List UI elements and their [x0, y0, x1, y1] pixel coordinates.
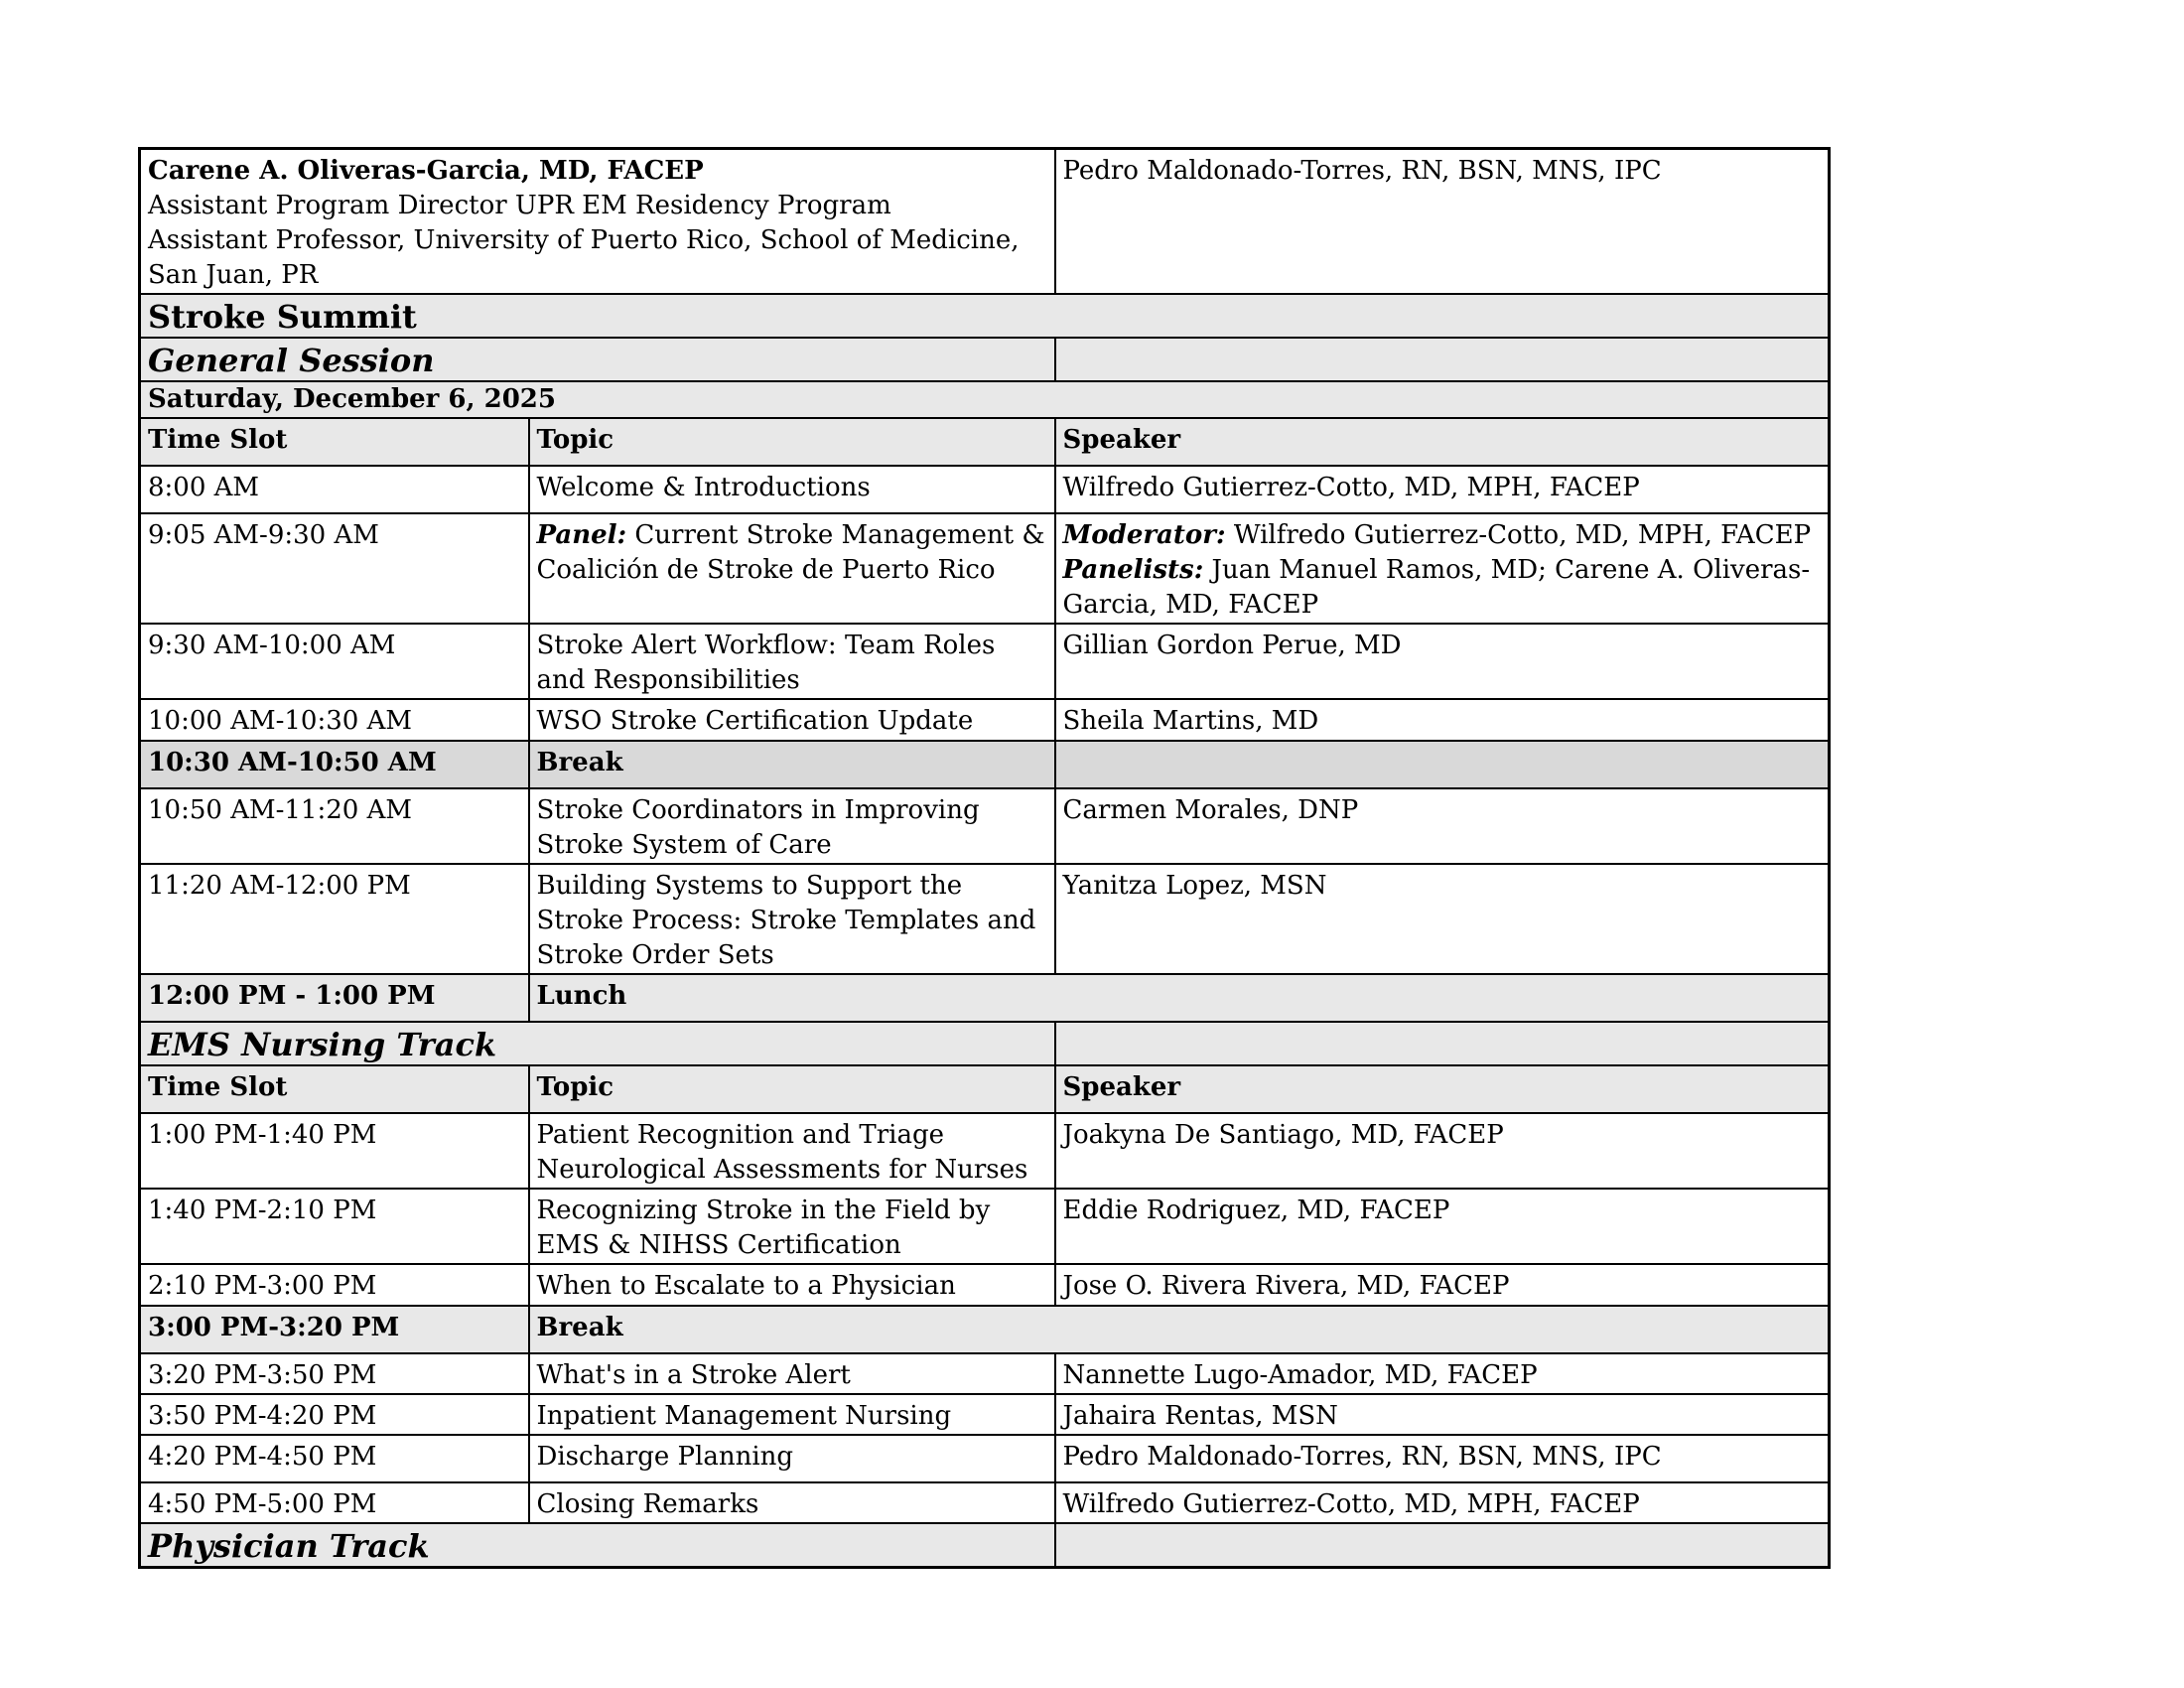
speaker: Yanitza Lopez, MSN — [1055, 864, 1830, 974]
moderator-name: Wilfredo Gutierrez-Cotto, MD, MPH, FACEP — [1225, 520, 1812, 550]
session-date: Saturday, December 6, 2025 — [140, 381, 1830, 418]
time-slot: 10:00 AM-10:30 AM — [140, 699, 529, 741]
general-session-heading: General Session — [140, 338, 1055, 381]
time-slot: 12:00 PM - 1:00 PM — [140, 974, 529, 1022]
speaker: Pedro Maldonado-Torres, RN, BSN, MNS, IPC — [1055, 1435, 1830, 1482]
speaker: Carmen Morales, DNP — [1055, 788, 1830, 864]
panelists-names: Juan Manuel Ramos, MD; Carene A. Oliveras-Garcia, MD, FACEP — [1062, 555, 1811, 620]
header-speaker: Speaker — [1055, 418, 1830, 466]
panel-topic: Current Stroke Management & Coalición de Stroke de Puerto Rico — [536, 520, 1045, 585]
table-row — [140, 1264, 1830, 1306]
time-slot: 3:20 PM-3:50 PM — [140, 1353, 529, 1394]
summit-heading-row — [140, 294, 1830, 338]
topic: Building Systems to Support the Stroke Process: Stroke Templates and Stroke Order Sets — [529, 864, 1055, 974]
topic: Break — [529, 741, 1055, 788]
header-time: Time Slot — [140, 418, 529, 466]
speaker-title: Assistant Program Director UPR EM Residency Program — [148, 191, 891, 220]
table-row — [140, 1189, 1830, 1264]
panel-label: Panel: — [536, 520, 627, 550]
empty-cell — [1055, 1022, 1830, 1065]
time-slot: 2:10 PM-3:00 PM — [140, 1264, 529, 1306]
topic: Patient Recognition and Triage Neurological Assessments for Nurses — [529, 1113, 1055, 1189]
top-speaker-row — [140, 149, 1830, 295]
empty-cell — [1055, 741, 1830, 788]
speaker-name: Carene A. Oliveras-Garcia, MD, FACEP — [148, 156, 704, 186]
break-row — [140, 741, 1830, 788]
header-topic: Topic — [529, 418, 1055, 466]
time-slot: 4:50 PM-5:00 PM — [140, 1482, 529, 1523]
topic: Inpatient Management Nursing — [529, 1394, 1055, 1435]
speaker: Jose O. Rivera Rivera, MD, FACEP — [1055, 1264, 1830, 1306]
topic: Recognizing Stroke in the Field by EMS & NIHSS Certification — [529, 1189, 1055, 1264]
general-session-row — [140, 338, 1830, 381]
summit-title: Stroke Summit — [140, 294, 1830, 338]
topic: Break — [529, 1306, 1830, 1353]
table-row — [140, 1482, 1830, 1523]
table-row — [140, 1353, 1830, 1394]
time-slot: 4:20 PM-4:50 PM — [140, 1435, 529, 1482]
speaker: Joakyna De Santiago, MD, FACEP — [1055, 1113, 1830, 1189]
time-slot: 9:05 AM-9:30 AM — [140, 513, 529, 624]
time-slot: 10:50 AM-11:20 AM — [140, 788, 529, 864]
time-slot: 9:30 AM-10:00 AM — [140, 624, 529, 699]
table-row — [140, 513, 1830, 624]
table-row — [140, 1113, 1830, 1189]
panelists-label: Panelists: — [1062, 555, 1204, 585]
topic — [529, 513, 1055, 624]
physician-track-row — [140, 1523, 1830, 1568]
table-row — [140, 788, 1830, 864]
time-slot: 1:40 PM-2:10 PM — [140, 1189, 529, 1264]
table-row — [140, 1435, 1830, 1482]
time-slot: 8:00 AM — [140, 466, 529, 513]
schedule-table — [138, 147, 1831, 1569]
speaker: Eddie Rodriguez, MD, FACEP — [1055, 1189, 1830, 1264]
table-row — [140, 466, 1830, 513]
lunch-row — [140, 974, 1830, 1022]
speaker-affiliation: Assistant Professor, University of Puerto Rico, School of Medicine, San Juan, PR — [148, 225, 1020, 290]
topic: Lunch — [529, 974, 1830, 1022]
topic: What's in a Stroke Alert — [529, 1353, 1055, 1394]
topic: Welcome & Introductions — [529, 466, 1055, 513]
physician-track-heading: Physician Track — [140, 1523, 1055, 1568]
topic: When to Escalate to a Physician — [529, 1264, 1055, 1306]
header-time: Time Slot — [140, 1065, 529, 1113]
speaker: Wilfredo Gutierrez-Cotto, MD, MPH, FACEP — [1055, 466, 1830, 513]
speaker: Sheila Martins, MD — [1055, 699, 1830, 741]
topic: Stroke Coordinators in Improving Stroke System of Care — [529, 788, 1055, 864]
ems-track-row — [140, 1022, 1830, 1065]
table-row — [140, 1394, 1830, 1435]
table-row — [140, 864, 1830, 974]
topic: WSO Stroke Certification Update — [529, 699, 1055, 741]
topic: Closing Remarks — [529, 1482, 1055, 1523]
empty-cell — [1055, 338, 1830, 381]
header-topic: Topic — [529, 1065, 1055, 1113]
table-header-row — [140, 418, 1830, 466]
header-speaker: Speaker — [1055, 1065, 1830, 1113]
moderator-label: Moderator: — [1062, 520, 1226, 550]
time-slot: 11:20 AM-12:00 PM — [140, 864, 529, 974]
date-row — [140, 381, 1830, 418]
speaker: Jahaira Rentas, MSN — [1055, 1394, 1830, 1435]
table-row — [140, 624, 1830, 699]
table-header-row — [140, 1065, 1830, 1113]
table-row — [140, 699, 1830, 741]
empty-cell — [1055, 1523, 1830, 1568]
top-right-speaker: Pedro Maldonado-Torres, RN, BSN, MNS, IPC — [1055, 149, 1830, 295]
time-slot: 1:00 PM-1:40 PM — [140, 1113, 529, 1189]
top-speaker-cell — [140, 149, 1055, 295]
time-slot: 3:00 PM-3:20 PM — [140, 1306, 529, 1353]
time-slot: 10:30 AM-10:50 AM — [140, 741, 529, 788]
time-slot: 3:50 PM-4:20 PM — [140, 1394, 529, 1435]
speaker — [1055, 513, 1830, 624]
break-row — [140, 1306, 1830, 1353]
topic: Stroke Alert Workflow: Team Roles and Responsibilities — [529, 624, 1055, 699]
speaker: Wilfredo Gutierrez-Cotto, MD, MPH, FACEP — [1055, 1482, 1830, 1523]
speaker: Gillian Gordon Perue, MD — [1055, 624, 1830, 699]
speaker: Nannette Lugo-Amador, MD, FACEP — [1055, 1353, 1830, 1394]
topic: Discharge Planning — [529, 1435, 1055, 1482]
ems-track-heading: EMS Nursing Track — [140, 1022, 1055, 1065]
